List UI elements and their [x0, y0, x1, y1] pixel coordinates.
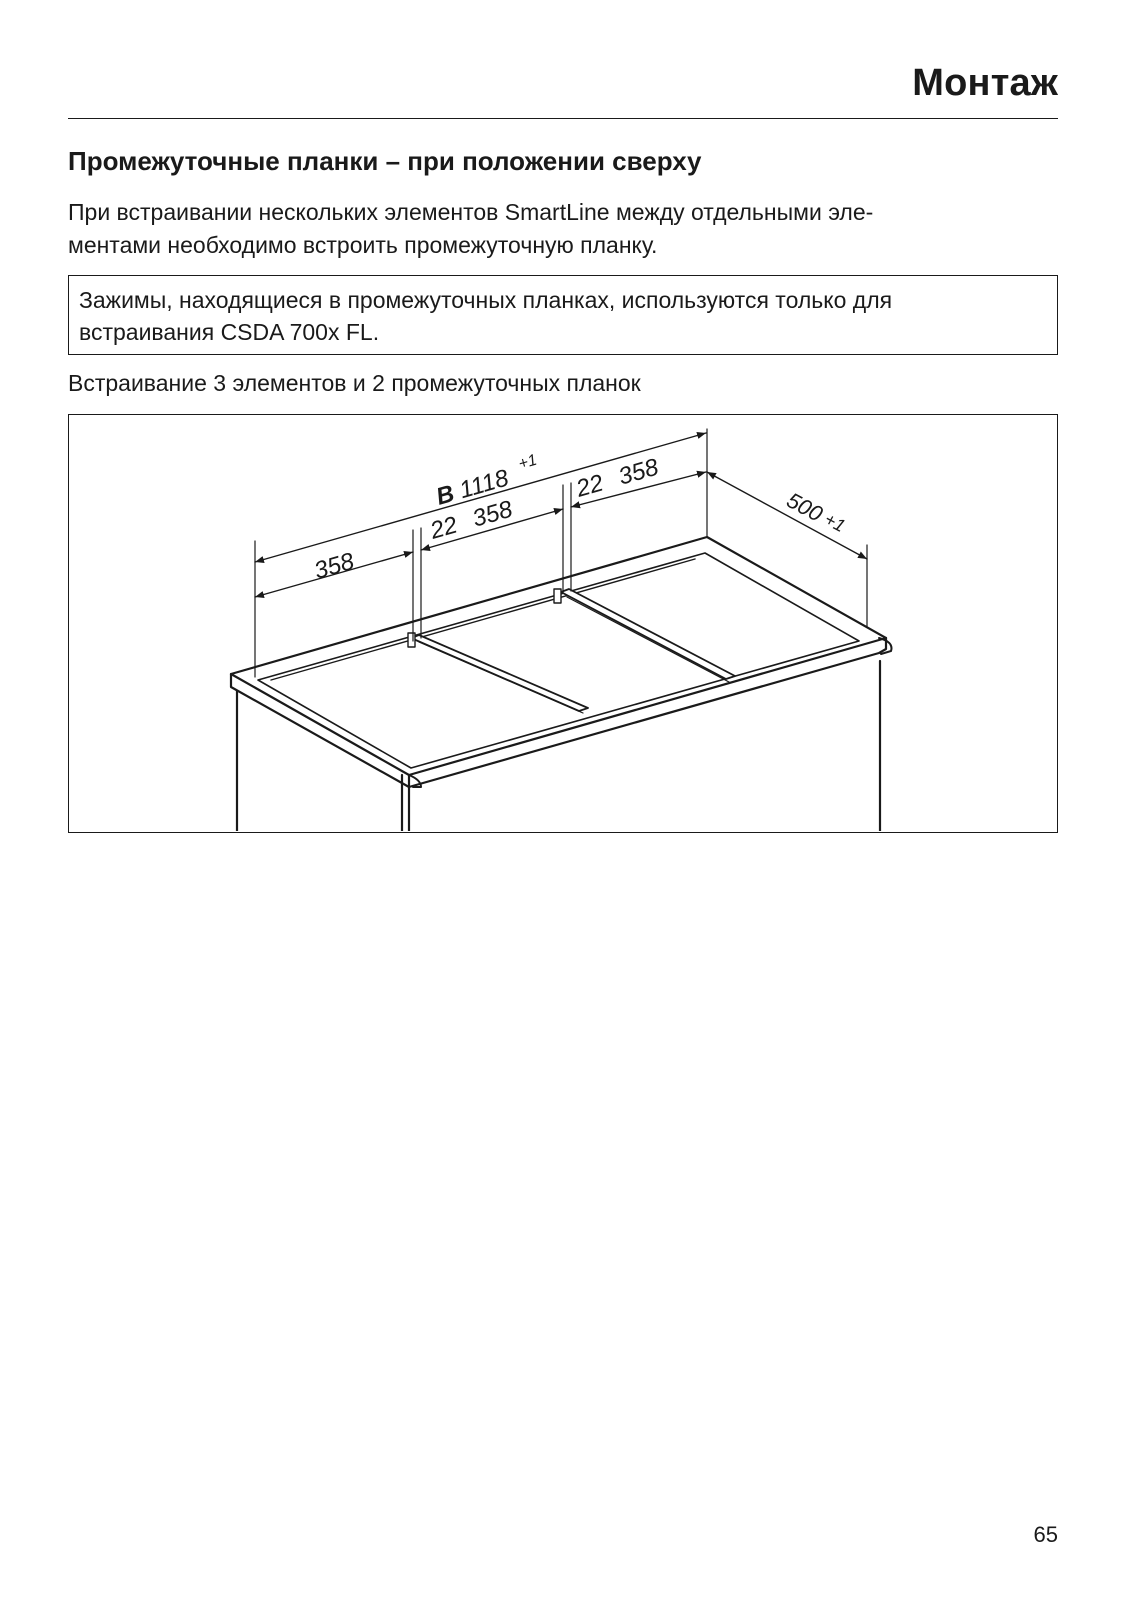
- total-width-letter: B: [433, 480, 458, 511]
- total-width-value: 1118: [456, 464, 512, 505]
- first-gap-label: 22: [427, 511, 461, 545]
- page-number: 65: [1033, 1522, 1058, 1547]
- depth-tolerance: +1: [821, 508, 849, 537]
- note-box: [68, 275, 1058, 355]
- total-width-tolerance: +1: [516, 451, 539, 474]
- installation-diagram: [68, 414, 1058, 833]
- subheading: Промежуточные планки – при положении сверху: [68, 146, 702, 176]
- second-segment-label: 358: [469, 495, 516, 533]
- note-line: встраивания CSDA 700x FL.: [79, 319, 380, 345]
- dimension-labels: [311, 452, 849, 585]
- second-gap-label: 22: [573, 469, 607, 503]
- figure-caption: Встраивание 3 элементов и 2 промежуточных планок: [68, 370, 641, 396]
- intro-line: ментами необходимо встроить промежуточную планку.: [68, 232, 658, 258]
- depth-value: 500: [782, 487, 827, 527]
- intro-line: При встраивании нескольких элементов SmartLine между отдельными эле-: [68, 199, 874, 225]
- installation-drawing: [69, 415, 1056, 831]
- note-line: Зажимы, находящиеся в промежуточных планках, используются только для: [79, 287, 893, 313]
- header-rule: [68, 118, 1058, 119]
- intro-paragraph: [68, 196, 1058, 262]
- third-segment-label: 358: [615, 453, 662, 491]
- first-segment-label: 358: [311, 547, 358, 585]
- section-title: Монтаж: [912, 62, 1058, 104]
